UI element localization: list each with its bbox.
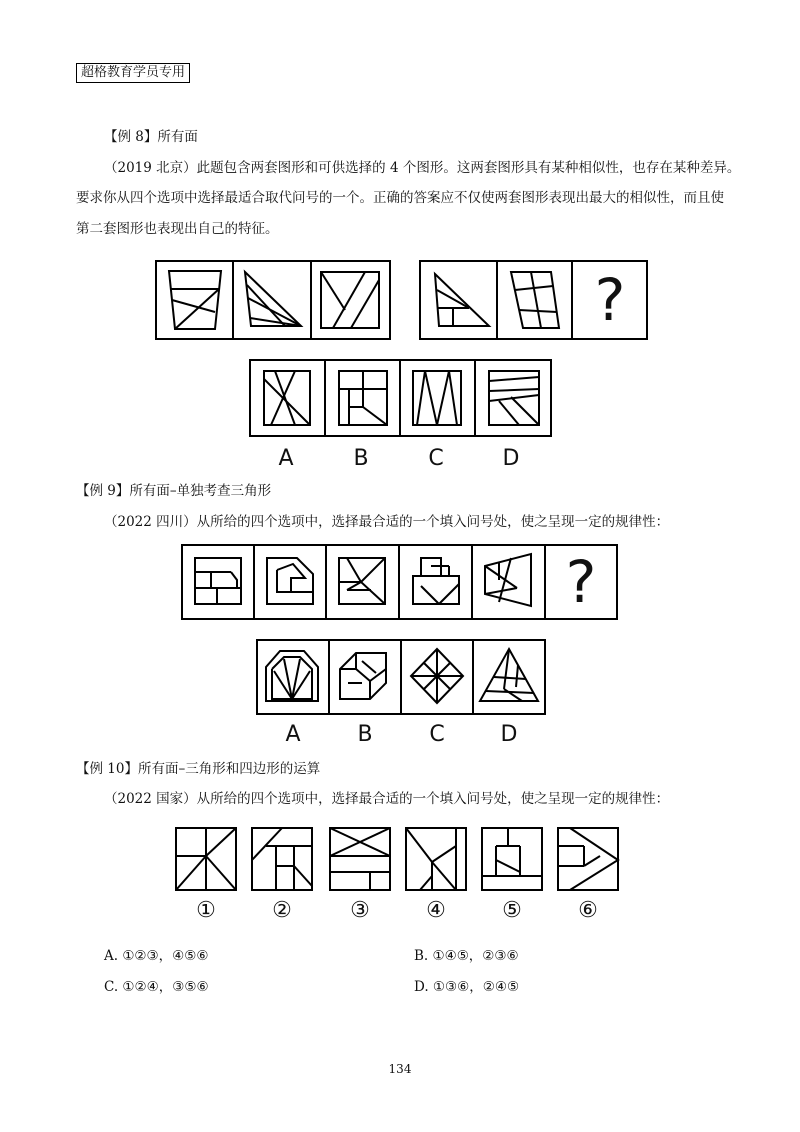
- example8-option-c-label: C: [428, 446, 444, 471]
- example9-option-a-figure: [266, 651, 318, 701]
- example10-title: 【例 10】所有面–三角形和四边形的运算: [76, 761, 321, 777]
- example8-question-mark: ?: [594, 266, 626, 334]
- example8-set2-fig2: [511, 272, 559, 328]
- page-number: 134: [388, 1062, 412, 1076]
- example9-option-c-label: C: [429, 722, 445, 747]
- example10-label-6: ⑥: [578, 898, 598, 923]
- example10-fig3: [330, 828, 390, 890]
- example9-fig2: [267, 558, 313, 604]
- choice-a: A. ①②③，④⑤⑥: [104, 948, 209, 964]
- example9-option-d-label: D: [500, 722, 518, 747]
- example10-figures: [170, 826, 630, 896]
- example8-line1: （2019 北京）此题包含两套图形和可供选择的 4 个图形。这两套图形具有某种相似性，也存在某种差异。: [104, 160, 741, 176]
- example8-option-a-label: A: [278, 446, 294, 471]
- option-a-figure: [264, 371, 310, 425]
- example8-options: [249, 359, 552, 437]
- example8-option-d-label: D: [502, 446, 520, 471]
- example10-fig4: [406, 828, 466, 890]
- choice-b: B. ①④⑤，②③⑥: [414, 948, 519, 964]
- choice-d: D. ①③⑥，②④⑤: [414, 979, 520, 995]
- example9-option-d-figure: [480, 649, 538, 701]
- example10-fig1: [176, 828, 236, 890]
- example9-fig3: [339, 558, 385, 604]
- example10-fig2: [252, 828, 312, 890]
- example9-fig4: [413, 558, 459, 604]
- example10-label-4: ④: [426, 898, 446, 923]
- option-d-figure: [489, 371, 539, 425]
- example10-line1: （2022 国家）从所给的四个选项中，选择最合适的一个填入问号处，使之呈现一定的规律性：: [104, 791, 670, 807]
- option-b-figure: [339, 371, 387, 425]
- example8-set2-fig1: [435, 274, 489, 326]
- example10-label-1: ①: [196, 898, 216, 923]
- example8-line2: 要求你从四个选项中选择最适合取代问号的一个。正确的答案应不仅使两套图形表现出最大的相似性，而且使: [76, 190, 724, 206]
- example8-set1-fig3: [321, 272, 379, 328]
- example9-option-b-label: B: [357, 722, 373, 747]
- example8-line3: 第二套图形也表现出自己的特征。: [76, 221, 279, 237]
- example10-label-5: ⑤: [502, 898, 522, 923]
- example10-label-3: ③: [350, 898, 370, 923]
- example8-title: 【例 8】所有面: [104, 129, 198, 145]
- example9-option-a-label: A: [285, 722, 301, 747]
- example8-set1: [155, 260, 391, 340]
- example9-line1: （2022 四川）从所给的四个选项中，选择最合适的一个填入问号处，使之呈现一定的规律性：: [104, 514, 670, 530]
- example9-question-mark: ?: [565, 548, 597, 616]
- example10-fig5: [482, 828, 542, 890]
- header-label: 超格教育学员专用: [76, 63, 190, 83]
- example9-fig5: [485, 554, 531, 606]
- example8-set1-fig2: [245, 272, 301, 326]
- example9-option-c-figure: [411, 649, 463, 703]
- example9-options: [256, 639, 546, 715]
- example9-fig1: [195, 558, 241, 604]
- example10-label-2: ②: [272, 898, 292, 923]
- example9-option-b-figure: [340, 653, 386, 699]
- example8-set1-fig1: [169, 271, 221, 329]
- choice-c: C. ①②④，③⑤⑥: [104, 979, 209, 995]
- example9-title: 【例 9】所有面–单独考查三角形: [76, 483, 272, 499]
- option-c-figure: [413, 371, 461, 425]
- example10-fig6: [558, 828, 618, 890]
- example8-option-b-label: B: [353, 446, 369, 471]
